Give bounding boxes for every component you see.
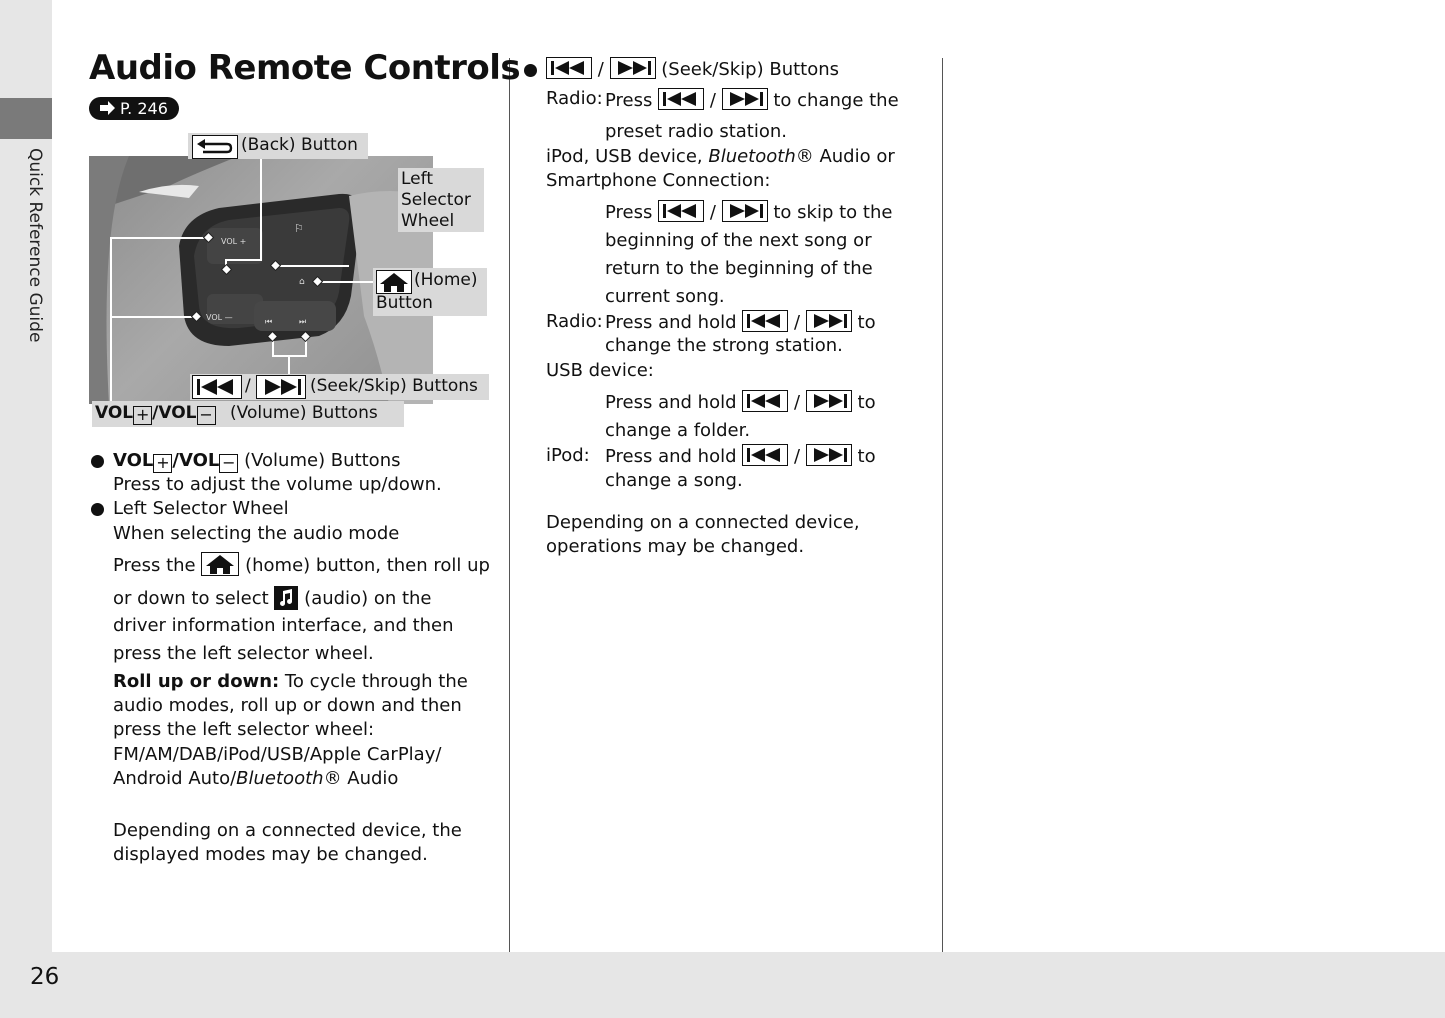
back-icon <box>192 135 238 159</box>
wheel-text: When selecting the audio mode <box>113 523 400 544</box>
skip-text: current song. <box>605 286 725 307</box>
skip-back-icon <box>742 444 788 466</box>
volume-heading: VOL + /VOL − (Volume) Buttons <box>113 450 401 472</box>
vol-plus-label: VOL <box>95 403 134 423</box>
skip-back-icon <box>742 390 788 412</box>
audio-icon <box>274 586 298 610</box>
roll-text: Roll up or down: To cycle through the <box>113 671 468 692</box>
skip-back-icon <box>546 57 592 79</box>
song-text: change a song. <box>605 470 743 491</box>
roll-text: press the left selector wheel: <box>113 719 375 740</box>
ipod-label: iPod: <box>546 445 590 466</box>
back-button-label: (Back) Button <box>241 135 358 155</box>
skip-forward-icon <box>806 390 852 412</box>
selector-wheel-label-2: Selector <box>401 190 471 210</box>
volume-button-label: (Volume) Buttons <box>230 403 378 423</box>
seek-heading: / (Seek/Skip) Buttons <box>546 57 839 82</box>
svg-text:⌂: ⌂ <box>299 277 305 287</box>
radio-label: Radio: <box>546 311 603 332</box>
roll-text: FM/AM/DAB/iPod/USB/Apple CarPlay/ <box>113 744 442 765</box>
skip-forward-icon <box>722 200 768 222</box>
folder-text: Press and hold / to <box>605 392 876 413</box>
ipod-usb-text: Smartphone Connection: <box>546 170 771 191</box>
note-text: operations may be changed. <box>546 536 805 557</box>
column-divider <box>509 58 510 952</box>
skip-forward-icon <box>806 310 852 332</box>
strong-station-text: change the strong station. <box>605 335 843 356</box>
radio-label: Radio: <box>546 88 603 109</box>
note-text: displayed modes may be changed. <box>113 844 428 865</box>
seek-button-label: (Seek/Skip) Buttons <box>310 376 478 396</box>
roll-text: audio modes, roll up or down and then <box>113 695 462 716</box>
vol-minus-label: /VOL <box>152 403 197 423</box>
selector-wheel-label-3: Wheel <box>401 211 455 231</box>
home-button-label-2: Button <box>376 293 433 313</box>
page-reference-link[interactable] <box>89 97 179 120</box>
bullet-icon <box>524 64 537 77</box>
plus-icon: + <box>133 406 152 425</box>
skip-forward-icon <box>256 375 306 399</box>
plus-icon: + <box>153 454 172 473</box>
wheel-text: driver information interface, and then <box>113 615 454 636</box>
sidebar-tab-marker <box>0 98 52 139</box>
wheel-text: or down to select (audio) on the <box>113 588 432 609</box>
home-button-label: (Home) <box>414 270 478 290</box>
volume-description: Press to adjust the volume up/down. <box>113 474 442 495</box>
wheel-heading: Left Selector Wheel <box>113 498 289 519</box>
home-icon <box>376 270 412 294</box>
radio-text: preset radio station. <box>605 121 787 142</box>
roll-text: Android Auto/Bluetooth® Audio <box>113 768 399 789</box>
seek-button-callout: / (Seek/Skip) Buttons <box>190 374 489 400</box>
volume-button-callout <box>92 401 404 427</box>
bullet-icon <box>91 455 104 468</box>
sidebar-label: Quick Reference Guide <box>25 148 45 343</box>
radio-text: Press / to change the <box>605 90 899 111</box>
arrow-right-icon <box>98 101 116 115</box>
page-title: Audio Remote Controls <box>89 48 521 88</box>
wheel-text: press the left selector wheel. <box>113 643 374 664</box>
page-reference-text: P. 246 <box>120 99 168 118</box>
home-button-callout <box>373 268 487 316</box>
skip-text: Press / to skip to the <box>605 202 893 223</box>
song-text: Press and hold / to <box>605 446 876 467</box>
skip-forward-icon <box>806 444 852 466</box>
svg-text:⏭: ⏭ <box>299 317 307 326</box>
column-divider <box>942 58 943 952</box>
skip-back-icon <box>658 88 704 110</box>
note-text: Depending on a connected device, the <box>113 820 462 841</box>
minus-icon: − <box>197 406 216 425</box>
back-button-callout <box>188 133 368 159</box>
page-number: 26 <box>30 964 60 990</box>
svg-text:⏮: ⏮ <box>265 317 273 326</box>
footer-band <box>0 952 1445 1018</box>
minus-icon: − <box>219 454 238 473</box>
skip-back-icon <box>192 375 242 399</box>
selector-wheel-label-1: Left <box>401 169 433 189</box>
home-icon <box>201 552 239 576</box>
skip-forward-icon <box>610 57 656 79</box>
note-text: Depending on a connected device, <box>546 512 860 533</box>
photo-vol-minus-text: VOL — <box>206 313 233 322</box>
skip-text: beginning of the next song or <box>605 230 872 251</box>
skip-text: return to the beginning of the <box>605 258 873 279</box>
strong-station-text: Press and hold / to <box>605 312 876 333</box>
photo-vol-plus-text: VOL + <box>221 237 247 246</box>
folder-text: change a folder. <box>605 420 751 441</box>
ipod-usb-text: iPod, USB device, Bluetooth® Audio or <box>546 146 895 167</box>
selector-wheel-callout <box>398 168 484 232</box>
wheel-text: Press the (home) button, then roll up <box>113 552 490 578</box>
skip-back-icon <box>658 200 704 222</box>
usb-label: USB device: <box>546 360 654 381</box>
skip-back-icon <box>742 310 788 332</box>
skip-forward-icon <box>722 88 768 110</box>
svg-text:⚐: ⚐ <box>294 222 304 235</box>
bullet-icon <box>91 503 104 516</box>
